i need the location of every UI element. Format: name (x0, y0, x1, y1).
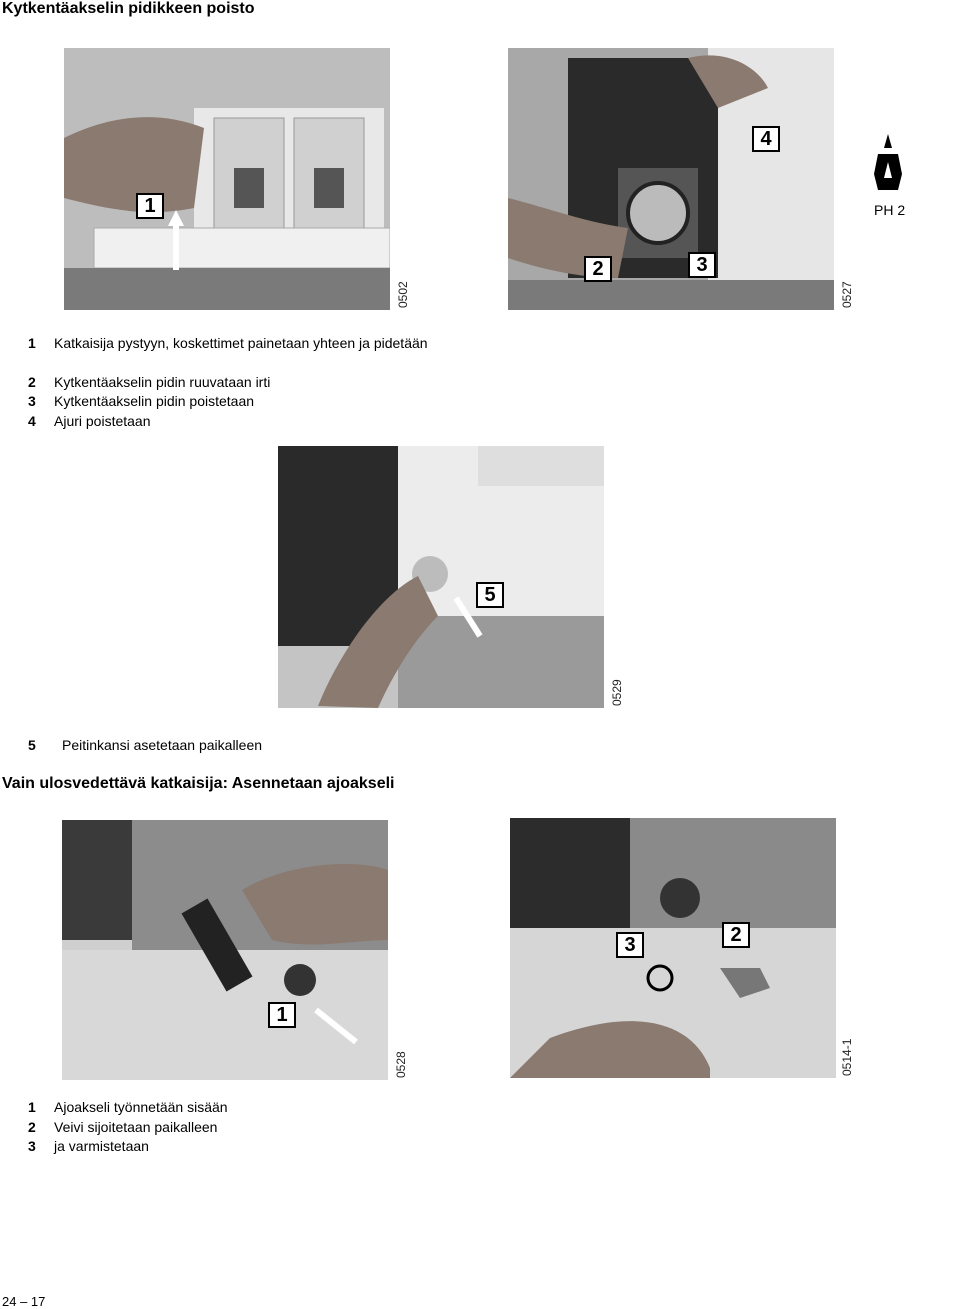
callout-3: 3 (616, 932, 644, 958)
caption-item (28, 334, 428, 354)
caption-text: Ajuri poistetaan (54, 412, 151, 429)
image-code: 0529 (610, 679, 624, 706)
caption-text: Katkaisija pystyyn, koskettimet painetaan yhteen ja pidetään (54, 335, 428, 351)
caption-text: Kytkentäakselin pidin ruuvataan irti (54, 373, 271, 390)
photo-illustration (62, 820, 388, 1080)
photo-illustration (64, 48, 390, 310)
caption-list (28, 334, 428, 431)
caption-item (28, 392, 428, 412)
image-code: 0528 (394, 1051, 408, 1078)
caption-list (28, 1098, 228, 1157)
photo-drive-shaft (62, 820, 388, 1080)
caption-number: 1 (28, 1099, 36, 1115)
photo-cover-plate (278, 446, 604, 708)
caption-item (28, 736, 262, 756)
caption-text: Kytkentäakselin pidin poistetaan (54, 393, 255, 409)
caption-item (28, 1118, 228, 1138)
caption-text: ja varmistetaan (54, 1138, 149, 1154)
callout-3: 3 (688, 252, 716, 278)
tool-label: PH 2 (874, 202, 906, 218)
image-code: 0502 (396, 281, 410, 308)
caption-item (28, 1098, 228, 1118)
caption-number: 2 (28, 373, 36, 390)
callout-2: 2 (584, 256, 612, 282)
image-code: 0514-1 (840, 1038, 854, 1076)
photo-illustration (278, 446, 604, 708)
photo-breaker-contacts (64, 48, 390, 310)
caption-text: Ajoakseli työnnetään sisään (54, 1099, 228, 1115)
section-heading: Vain ulosvedettävä katkaisija: Asennetaan ajoakseli (2, 775, 395, 792)
image-code: 0527 (840, 281, 854, 308)
caption-number: 4 (28, 412, 36, 429)
caption-item (28, 373, 428, 393)
photo-shaft-holder (508, 48, 834, 310)
callout-5: 5 (476, 582, 504, 608)
caption-text: Veivi sijoitetaan paikalleen (54, 1118, 218, 1135)
caption-item (28, 412, 428, 432)
callout-1: 1 (136, 193, 164, 219)
caption-number: 3 (28, 393, 36, 409)
caption-number: 2 (28, 1118, 36, 1135)
callout-1: 1 (268, 1002, 296, 1028)
callout-2: 2 (722, 922, 750, 948)
page-number: 24 – 17 (2, 1294, 46, 1309)
page-title: Kytkentäakselin pidikkeen poisto (2, 0, 255, 17)
screwdriver-icon (872, 134, 904, 192)
photo-illustration (510, 818, 836, 1078)
caption-list (28, 736, 262, 756)
photo-illustration (508, 48, 834, 310)
caption-number: 3 (28, 1138, 36, 1154)
caption-number: 5 (28, 737, 36, 753)
callout-4: 4 (752, 126, 780, 152)
caption-text: Peitinkansi asetetaan paikalleen (62, 737, 263, 753)
caption-number: 1 (28, 335, 36, 351)
photo-crank-placement (510, 818, 836, 1078)
caption-item (28, 1137, 228, 1157)
